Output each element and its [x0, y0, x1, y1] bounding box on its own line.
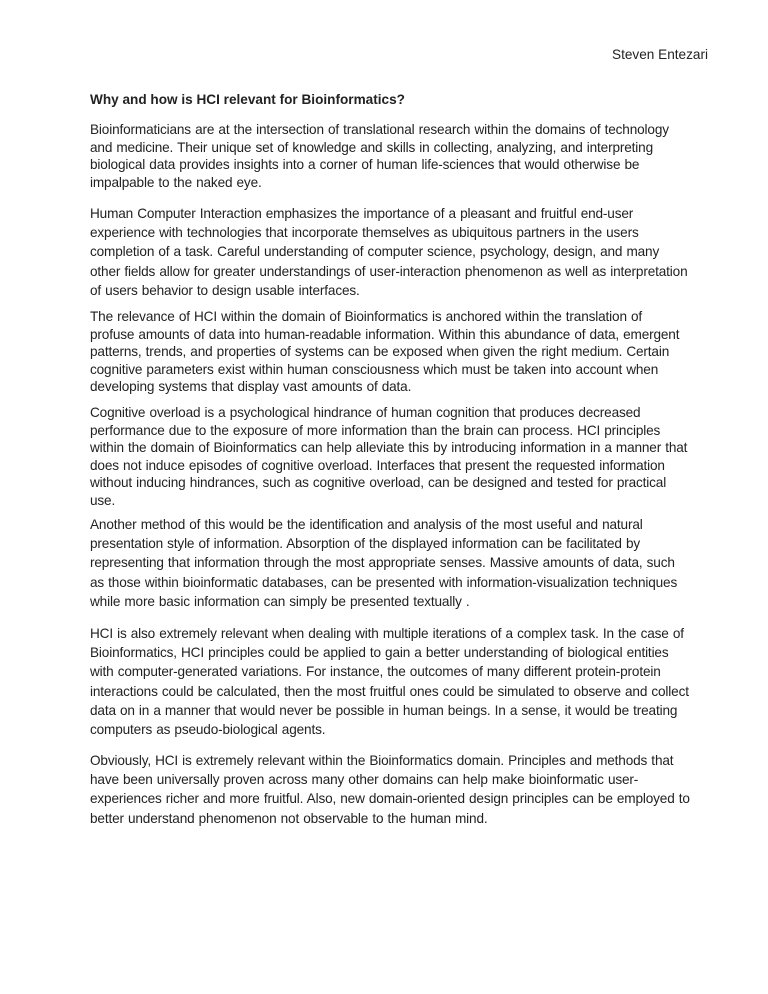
document-title: Why and how is HCI relevant for Bioinformatics?	[90, 92, 405, 107]
paragraph-complex-tasks: HCI is also extremely relevant when dealing with multiple iterations of a complex task. In the case of Bioinformatics, HCI principles could be applied to gain a better understanding of biological entities with computer-generated variations. For instance, the outcomes of many different protein-protein interactions could be calculated, then the most fruitful ones could be simulated to observe and collect data on in a manner that would never be possible in human beings. In a sense, it would be treating computers as pseudo-biological agents.	[90, 626, 689, 738]
author-name: Steven Entezari	[612, 47, 708, 62]
paragraph-conclusion: Obviously, HCI is extremely relevant within the Bioinformatics domain. Principles and methods that have been universally proven across many other domains can help make bioinformatic user-experiences richer and more fruitful. Also, new domain-oriented design principles can be employed to better understand phenomenon not observable to the human mind.	[90, 753, 690, 826]
paragraph-relevance: The relevance of HCI within the domain of Bioinformatics is anchored within the translation of profuse amounts of data into human-readable information. Within this abundance of data, emergent patterns, trends, and properties of systems can be exposed when given the right medium. Certain cognitive parameters exist within human consciousness which must be taken into account when developing systems that display vast amounts of data.	[90, 309, 680, 394]
paragraph-presentation-style: Another method of this would be the identification and analysis of the most useful and natural presentation style of information. Absorption of the displayed information can be facilitated by representing that information through the most appropriate senses. Massive amounts of data, such as those within bioinformatic databases, can be presented with information-visualization techniques while more basic information can simply be presented textually .	[90, 517, 678, 609]
paragraph-hci-definition: Human Computer Interaction emphasizes the importance of a pleasant and fruitful end-user experience with technologies that incorporate themselves as ubiquitous partners in the users completion of a task. Careful understanding of computer science, psychology, design, and many other fields allow for greater understandings of user-interaction phenomenon as well as interpretation of users behavior to design usable interfaces.	[90, 206, 688, 298]
paragraph-cognitive-overload: Cognitive overload is a psychological hindrance of human cognition that produces decreased performance due to the exposure of more information than the brain can process. HCI principles within the domain of Bioinformatics can help alleviate this by introducing information in a manner that does not induce episodes of cognitive overload. Interfaces that present the requested information without inducing hindrances, such as cognitive overload, can be designed and tested for practical use.	[90, 405, 688, 508]
paragraph-intro: Bioinformaticians are at the intersection of translational research within the domains of technology and medicine. Their unique set of knowledge and skills in collecting, analyzing, and interpreting biological data provides insights into a corner of human life-sciences that would otherwise be impalpable to the naked eye.	[90, 122, 669, 190]
